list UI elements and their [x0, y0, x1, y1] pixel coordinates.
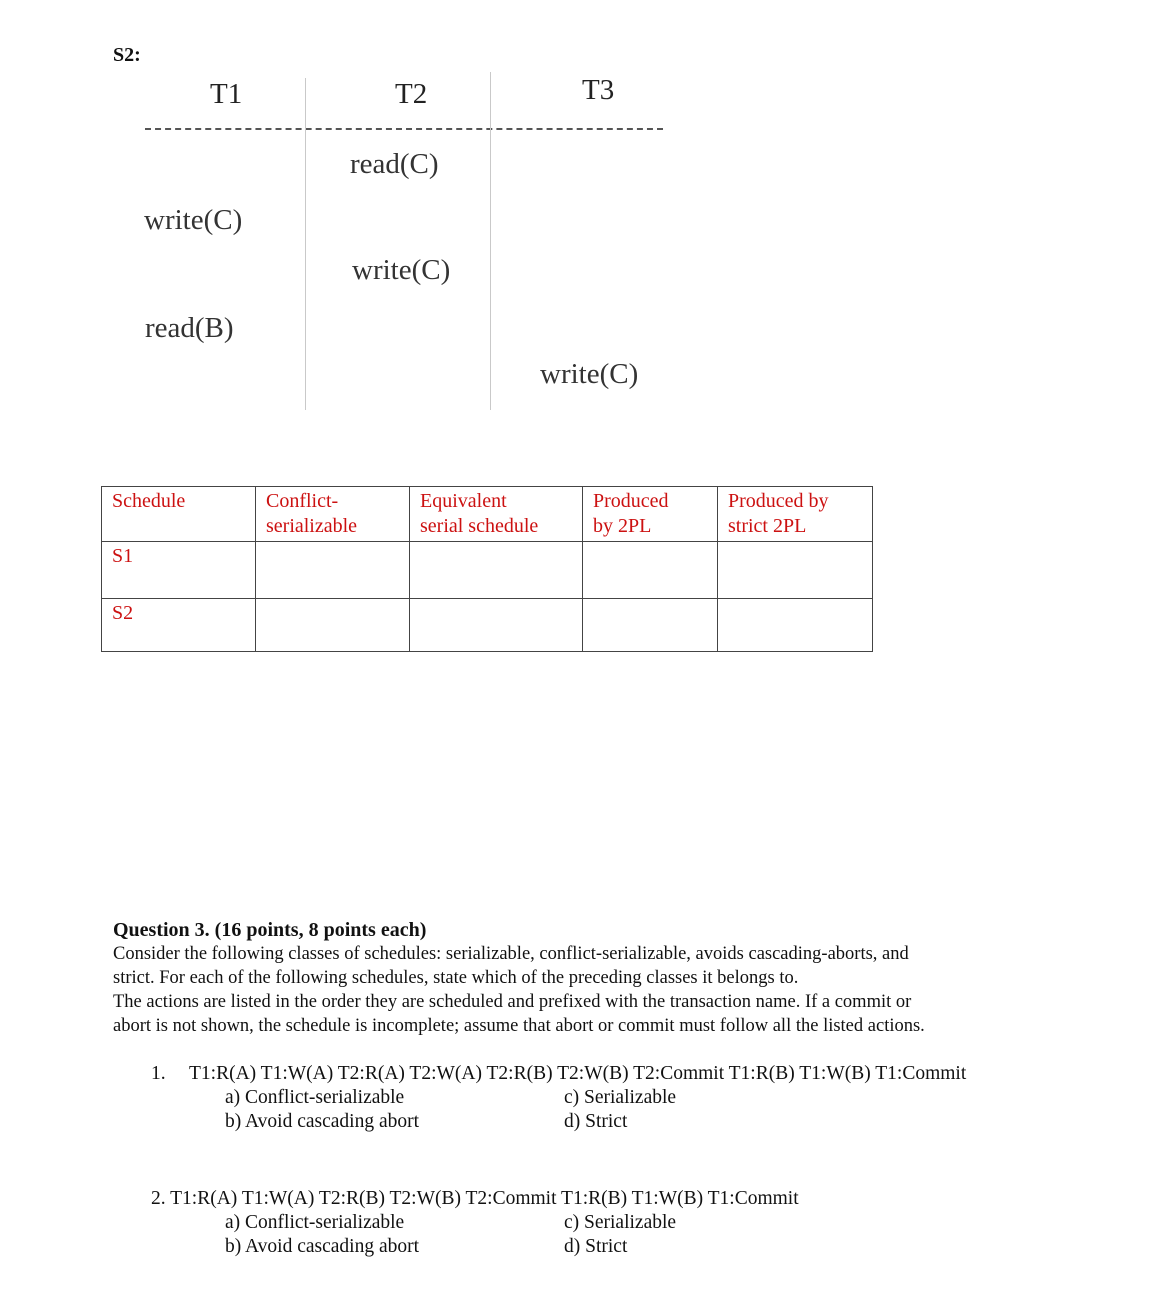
column-header-t3: T3: [582, 74, 615, 106]
header-strict-line2: strict 2PL: [728, 515, 807, 537]
header-equiv-line2: serial schedule: [420, 515, 539, 537]
empty-cell: [718, 599, 873, 652]
item1-option-b: b) Avoid cascading abort: [225, 1111, 420, 1132]
table-row: [102, 542, 873, 599]
item1-number: 1.: [151, 1063, 166, 1084]
question-text-line: abort is not shown, the schedule is incomplete; assume that abort or commit must follow all the listed actions.: [113, 1016, 925, 1036]
row-label-s1: S1: [102, 542, 256, 599]
question-text-line: strict. For each of the following schedules, state which of the preceding classes it belongs to.: [113, 968, 799, 988]
column-divider-1: [305, 78, 306, 410]
header-schedule-label: Schedule: [112, 490, 186, 512]
item1-option-d: d) Strict: [564, 1111, 628, 1132]
item2-option-c: c) Serializable: [564, 1212, 677, 1233]
header-conflict-serializable: [256, 487, 410, 542]
question-text-line: Consider the following classes of schedules: serializable, conflict-serializable, avoids cascading-aborts, and: [113, 944, 909, 964]
item2-schedule: 2. T1:R(A) T1:W(A) T2:R(B) T2:W(B) T2:Commit T1:R(B) T1:W(B) T1:Commit: [151, 1188, 799, 1209]
empty-cell: [583, 542, 718, 599]
section-label: S2:: [113, 44, 141, 66]
question-3: [113, 918, 1113, 1038]
question-text-line: The actions are listed in the order they are scheduled and prefixed with the transaction name. If a commit or: [113, 992, 912, 1012]
header-equiv-line1: Equivalent: [420, 490, 507, 512]
header-2pl-line2: by 2PL: [593, 515, 652, 537]
empty-cell: [256, 542, 410, 599]
header-conflict-line1: Conflict-: [266, 490, 339, 512]
schedule-properties-table: [101, 486, 873, 652]
op-t3-write-c: write(C): [540, 358, 639, 390]
table-header-row: [102, 487, 873, 542]
item1-option-a: a) Conflict-serializable: [225, 1087, 405, 1108]
header-divider: [145, 128, 663, 130]
item2-option-a: a) Conflict-serializable: [225, 1212, 405, 1233]
question-heading: Question 3. (16 points, 8 points each): [113, 919, 427, 941]
header-conflict-line2: serializable: [266, 515, 358, 537]
header-produced-2pl: [583, 487, 718, 542]
empty-cell: [410, 599, 583, 652]
header-equivalent-serial: [410, 487, 583, 542]
header-produced-strict-2pl: [718, 487, 873, 542]
empty-cell: [410, 542, 583, 599]
empty-cell: [256, 599, 410, 652]
column-header-t1: T1: [210, 78, 243, 110]
op-t2-read-c: read(C): [350, 148, 439, 180]
op-t1-read-b: read(B): [145, 312, 234, 344]
op-t2-write-c: write(C): [352, 254, 451, 286]
header-schedule: [102, 487, 256, 542]
empty-cell: [718, 542, 873, 599]
empty-cell: [583, 599, 718, 652]
item1-option-c: c) Serializable: [564, 1087, 677, 1108]
header-strict-line1: Produced by: [728, 490, 829, 512]
item2-option-b: b) Avoid cascading abort: [225, 1236, 420, 1257]
row-label-s2: S2: [102, 599, 256, 652]
column-divider-2: [490, 72, 491, 410]
table-row: [102, 599, 873, 652]
item2-option-d: d) Strict: [564, 1236, 628, 1257]
op-t1-write-c: write(C): [144, 204, 243, 236]
item1-schedule: T1:R(A) T1:W(A) T2:R(A) T2:W(A) T2:R(B) T2:W(B) T2:Commit T1:R(B) T1:W(B) T1:Commit: [189, 1063, 967, 1084]
schedule-figure: [0, 0, 700, 440]
column-header-t2: T2: [395, 78, 428, 110]
header-2pl-line1: Produced: [593, 490, 669, 512]
